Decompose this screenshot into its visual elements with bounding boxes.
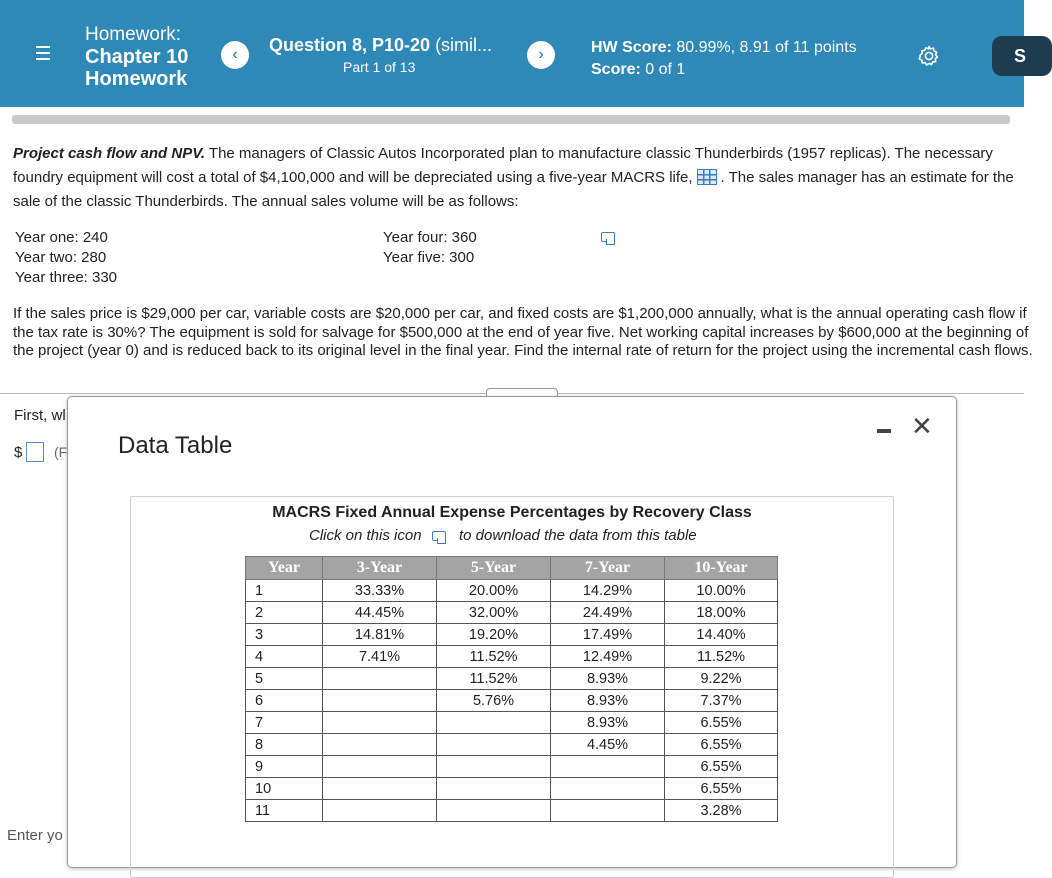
table-cell (323, 690, 437, 712)
table-row (246, 756, 778, 778)
table-cell: 44.45% (323, 602, 437, 624)
table-cell: 19.20% (437, 624, 551, 646)
table-subtitle-b: to download the data from this table (459, 527, 697, 544)
macrs-table (245, 556, 778, 822)
score-label: Score: (591, 61, 641, 78)
table-cell: 14.40% (665, 624, 778, 646)
sales-year-two: Year two: 280 (15, 249, 107, 266)
homework-label: Homework: (85, 24, 182, 45)
table-cell: 3 (246, 624, 323, 646)
table-cell: 6.55% (665, 778, 778, 800)
table-cell: 8 (246, 734, 323, 756)
table-row (246, 712, 778, 734)
table-cell: 14.81% (323, 624, 437, 646)
homework-title[interactable] (85, 24, 188, 90)
table-cell (551, 800, 665, 822)
table-cell: 20.00% (437, 580, 551, 602)
table-cell: 12.49% (551, 646, 665, 668)
sales-year-five: Year five: 300 (383, 249, 475, 266)
table-cell (323, 800, 437, 822)
table-cell: 6 (246, 690, 323, 712)
minimize-button[interactable] (877, 429, 891, 433)
table-row (246, 778, 778, 800)
table-row (246, 602, 778, 624)
table-cell (323, 778, 437, 800)
sales-volume-left (15, 228, 117, 288)
table-cell (437, 756, 551, 778)
hw-score-label: HW Score: (591, 39, 672, 56)
table-row (246, 580, 778, 602)
table-cell: 9 (246, 756, 323, 778)
user-avatar[interactable]: S (992, 36, 1052, 76)
answer-input[interactable] (26, 442, 44, 462)
question-text (13, 142, 1033, 214)
table-row (246, 668, 778, 690)
dollar-sign: $ (14, 444, 23, 461)
sales-year-one: Year one: 240 (15, 229, 108, 246)
table-cell: 5.76% (437, 690, 551, 712)
table-cell (323, 756, 437, 778)
table-cell (437, 734, 551, 756)
table-cell: 2 (246, 602, 323, 624)
question-lead: Project cash flow and NPV. (13, 145, 206, 162)
table-cell: 8.93% (551, 668, 665, 690)
table-cell: 7 (246, 712, 323, 734)
table-cell (437, 712, 551, 734)
table-header-row (246, 557, 778, 580)
table-cell: 6.55% (665, 712, 778, 734)
table-icon[interactable] (697, 169, 717, 185)
question-title (269, 35, 492, 56)
table-cell (323, 668, 437, 690)
table-cell: 7.41% (323, 646, 437, 668)
table-cell: 7.37% (665, 690, 778, 712)
chevron-right-icon: › (538, 46, 544, 63)
table-cell: 8.93% (551, 690, 665, 712)
chevron-left-icon: ‹ (232, 46, 238, 63)
table-row (246, 624, 778, 646)
question-score (591, 59, 857, 81)
dialog-title: Data Table (118, 432, 233, 459)
table-cell (323, 712, 437, 734)
table-cell: 4 (246, 646, 323, 668)
download-icon[interactable] (432, 531, 446, 541)
table-cell: 10 (246, 778, 323, 800)
gear-icon[interactable] (917, 44, 941, 68)
close-button[interactable] (911, 411, 933, 441)
table-cell: 5 (246, 668, 323, 690)
table-cell: 14.29% (551, 580, 665, 602)
question-part: Part 1 of 13 (343, 59, 416, 75)
hw-score (591, 37, 857, 59)
question-similar: (simil... (430, 35, 493, 55)
table-cell: 1 (246, 580, 323, 602)
col-header-10-year: 10-Year (665, 557, 778, 580)
table-cell: 32.00% (437, 602, 551, 624)
table-cell: 9.22% (665, 668, 778, 690)
answer-hint: (F (54, 444, 68, 460)
table-cell (551, 778, 665, 800)
table-cell: 11.52% (665, 646, 778, 668)
col-header-3-year: 3-Year (323, 557, 437, 580)
col-header-7-year: 7-Year (551, 557, 665, 580)
question-text-part2: . The sales manager has an estimate for the sale of the classic Thunderbirds. The annual sales volume will be as follows: (13, 169, 1014, 210)
first-prompt: First, wl (14, 407, 66, 424)
download-icon[interactable] (601, 232, 615, 242)
sales-year-three: Year three: 330 (15, 269, 118, 286)
homework-name: Homework (85, 68, 188, 90)
next-question-button[interactable] (527, 41, 555, 69)
question-text-part3: If the sales price is $29,000 per car, variable costs are $20,000 per car, and fixed costs are $1,200,000 annually, what is the annual operating cash flow if the tax rate is 30%? The equipment is sold for salvage for $500,000 at the end of year five. Net working capital increases by $600,000 at the beginning of the project (year 0) and is reduced back to its original level in the final year. Find the internal rate of return for the project using the incremental cash flows. (13, 305, 1033, 359)
top-bar (0, 0, 1027, 107)
table-subtitle-a: Click on this icon (309, 527, 422, 544)
question-text-part1: The managers of Classic Autos Incorporated plan to manufacture classic Thunderbirds (1957 replicas). The necessary foundry equipment will cost a total of $4,100,000 and will be depreciated using a five-year MACRS life, (13, 145, 993, 186)
table-cell (437, 778, 551, 800)
table-cell: 6.55% (665, 756, 778, 778)
table-cell: 8.93% (551, 712, 665, 734)
table-cell: 4.45% (551, 734, 665, 756)
table-cell: 17.49% (551, 624, 665, 646)
chapter-label: Chapter 10 (85, 46, 189, 68)
table-row (246, 734, 778, 756)
hw-score-value: 80.99%, 8.91 of 11 points (671, 39, 857, 56)
enter-prompt: Enter yo (7, 827, 63, 844)
table-cell: 18.00% (665, 602, 778, 624)
table-cell: 10.00% (665, 580, 778, 602)
score-panel (591, 37, 857, 81)
table-cell: 11 (246, 800, 323, 822)
data-table-dialog (67, 396, 957, 868)
close-icon: ✕ (911, 411, 933, 441)
table-cell (323, 734, 437, 756)
table-cell: 11.52% (437, 668, 551, 690)
table-title: MACRS Fixed Annual Expense Percentages by Recovery Class (272, 504, 752, 521)
col-header-5-year: 5-Year (437, 557, 551, 580)
table-row (246, 646, 778, 668)
sales-volume-right (383, 228, 477, 268)
question-number: Question 8, P10-20 (269, 35, 431, 55)
table-row (246, 800, 778, 822)
progress-bar (12, 115, 1010, 124)
table-cell: 6.55% (665, 734, 778, 756)
table-row (246, 690, 778, 712)
col-header-year: Year (246, 557, 323, 580)
score-value: 0 of 1 (640, 61, 686, 78)
menu-icon[interactable] (36, 46, 50, 64)
sales-year-four: Year four: 360 (383, 229, 477, 246)
table-cell: 11.52% (437, 646, 551, 668)
table-cell (437, 800, 551, 822)
table-cell: 24.49% (551, 602, 665, 624)
table-cell: 3.28% (665, 800, 778, 822)
table-cell: 33.33% (323, 580, 437, 602)
table-cell (551, 756, 665, 778)
previous-question-button[interactable] (221, 41, 249, 69)
